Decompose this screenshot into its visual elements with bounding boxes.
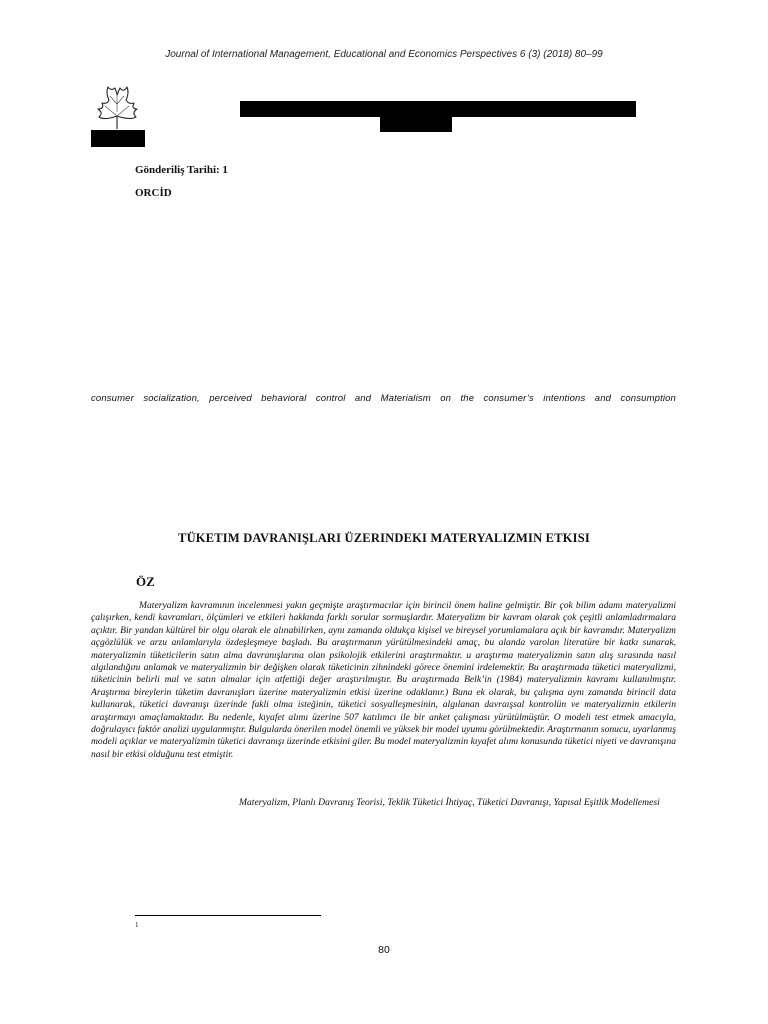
- oz-heading: ÖZ: [136, 574, 155, 589]
- page-number: 80: [378, 944, 390, 956]
- keywords: [91, 797, 676, 809]
- title-redaction-bar: [240, 101, 636, 117]
- footnote-divider: [135, 915, 321, 916]
- submission-date-label: Gönderiliş Tarihi: 1: [135, 164, 228, 176]
- logo-caption-redaction: [91, 130, 145, 147]
- turkish-article-title: TÜKETIM DAVRANIŞLARI ÜZERINDEKI MATERYALIZMIN ETKISI: [178, 531, 590, 545]
- journal-citation-header: Journal of International Management, Educational and Economics Perspectives 6 (3) (2018) 80–99: [165, 49, 603, 60]
- maple-leaf-logo-icon: [90, 82, 144, 132]
- turkish-abstract-body: [91, 600, 676, 761]
- keywords-text: Materyalizm, Planlı Davranış Teorisi, Teklik Tüketici İhtiyaç, Tüketici Davranışı, Yapısal Eşitlik Modellemesi: [239, 797, 660, 808]
- english-abstract-fragment: consumer socialization, perceived behavioral control and Materialism on the consumer’s intentions and consumption: [91, 393, 676, 404]
- orcid-label: ORCİD: [135, 187, 172, 199]
- footnote-marker: 1: [135, 921, 139, 929]
- abstract-paragraph: Materyalizm kavramının incelenmesi yakın geçmişte araştırmacılar için birincil önem haline gelmiştir. Bir çok bilim adamı materyalizmi çalışırken, kendi kavramları, ölçümleri ve etkileri hakkında farklı sorular sormuşlardır. Materyalizm bir kavram olarak çok çeşitli anlamladırmalara açıktır. Bir yandan kültürel bir olgu olarak ele alınabilirken, aynı zamanda oldukça kişisel ve bireysel yorumlamalara açık bir kavramdır. Materyalizm açgözlülük ve arzu anlamlarıyla özdeşleşmeye başladı. Bu araştırmanın yürütülmesindeki amaç, bu alanda varolan literatüre bir katkı sunarak, materyalizmin tüketicilerin satın alma davranışlarına olan psikolojik etkilerini araştırmaktır. u araştırma materyalizmin satın alış sırasında nasıl algılandığını anlamak ve materyalizmin bir değişken olarak tüketicinin zihnindeki görece önemini irdelemektir. Bu araştırmada tüketici materyalizmi, tüketicinin belirli mal ve satın almalar için atfettiği değer araştırılmıştır. Bu araştırmada Belk’in (1984) materyalizmin kavramı kullanılmıştır. Araştırma bireylerin tüketim davranışları üzerine materyalizmin etkisi üzerine odaklanır.) Buna ek olarak, bu çalışma aynı zamanda birincil data kullanarak, tüketici davranışı üzerinde fakli olma isteğinin, tüketici sosyalleşmesinin, algılanan davraışsal kontrolün ve materyalizmin etkilerin araştırmayı amaçlamaktadır. Bu nedenle, kıyafet alımı üzerine 507 katılımcı ile bir anket çalışması yürütülmüştür. O modeli test etmek amacıyla, doğrulayıcı faktör analizi uygulanmıştır. Bulgularda önerilen model önemli ve yüksek bir model uyumu görülmektedir. Araştırmanın sonucu, uyarlanmış modeli açıklar ve materyalizmin tüketici davranışı üzerinde etkisini giler. Bu model materyalizmin kıyafet alımı konusunda tüketici niyeti ve davranışına nasıl bir etkisi olduğunu test etmiştir.: [91, 600, 676, 760]
- title-redaction-bar: [380, 117, 452, 132]
